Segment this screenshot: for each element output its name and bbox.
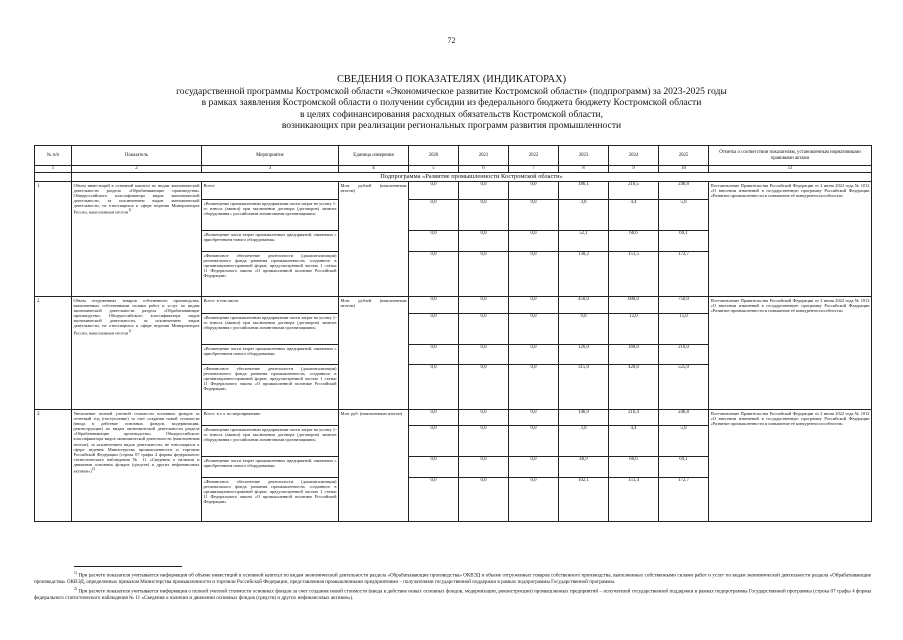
column-number: 1 bbox=[35, 166, 72, 173]
value-cell: 420,0 bbox=[609, 365, 659, 410]
value-cell: 0,0 bbox=[409, 314, 459, 345]
value-cell: 450,0 bbox=[559, 297, 609, 314]
column-number: 9 bbox=[609, 166, 659, 173]
measure-cell: «Возмещение промышленным предприятиям части затрат на уплату 1-го взноса (аванса) при заключении договора (договоров) лизинга оборудования с российскими лизинговыми организациями» bbox=[202, 426, 339, 457]
footnote bbox=[34, 570, 871, 586]
value-cell: 130,2 bbox=[559, 252, 609, 297]
header-row bbox=[35, 146, 872, 166]
title-line: в рамках заявления Костромской области о получении субсидии из федерального бюджета бюджету Костромской области bbox=[201, 97, 702, 109]
header-no: № п/п bbox=[35, 146, 72, 166]
footnote-text: При расчете показателя учитывается информация об объеме инвестиций в основной капитал по видам экономической деятельности раздела «Обрабатывающие производства» ОКВЭД и объеме отгруженных товаров собственного производства, выполненных собственными силами работ и услуг по видам экономической деятельности раздела «Обрабатывающие производства» ОКВЭД, определенных приказом Министерства промышленности и торговли Российской Федерации, представленная промышленными предприятиями – получателями государственной поддержки в рамках подпрограммы Государственной программы. bbox=[34, 572, 871, 586]
value-cell: 69,1 bbox=[659, 457, 709, 478]
value-cell: 4,4 bbox=[609, 200, 659, 231]
value-cell: 15,0 bbox=[659, 314, 709, 345]
value-cell: 126,0 bbox=[559, 345, 609, 365]
table-row bbox=[35, 297, 872, 314]
measure-total: Всего: в т.ч. по мероприятиям: bbox=[202, 410, 339, 426]
column-number: 2 bbox=[72, 166, 202, 173]
header-measure: Мероприятие bbox=[202, 146, 339, 166]
header-indicator: Показатель bbox=[72, 146, 202, 166]
value-cell: 40,9 bbox=[559, 457, 609, 478]
header-2020: 2020 bbox=[409, 146, 459, 166]
value-cell: 0,0 bbox=[509, 297, 559, 314]
column-number: 10 bbox=[659, 166, 709, 173]
value-cell: 0,0 bbox=[459, 297, 509, 314]
indicator-text: Объем отгруженных товаров собственного производства, выполненных собственными силами работ и услуг по видам экономической деятельности раздела «Обрабатывающие производства» Общероссийского классификатора видов экономической деятельности, за исключением видов деятельности, не относящихся к сфере ведения Минпромторга России, накопленным итогом bbox=[73, 298, 200, 336]
title-line: возникающих при реализации региональных программ развития промышленности bbox=[281, 120, 622, 132]
value-cell: 0,0 bbox=[459, 252, 509, 297]
header-2024: 2024 bbox=[609, 146, 659, 166]
basis-cell: Постановление Правительства Российской Федерации от 2 июня 2022 года № 1012 «О внесении изменений в государственную программу Российской Федерации «Развитие промышленности и повышение её конкурентоспособности» bbox=[709, 182, 872, 297]
value-cell: 0,0 bbox=[409, 252, 459, 297]
row-number: 3. bbox=[35, 410, 72, 522]
value-cell: 216,4 bbox=[609, 410, 659, 426]
value-cell: 0,0 bbox=[459, 457, 509, 478]
footnote-ref: 1) bbox=[128, 208, 132, 213]
value-cell: 172,7 bbox=[659, 252, 709, 297]
value-cell: 0,0 bbox=[409, 457, 459, 478]
row-number: 2. bbox=[35, 297, 72, 410]
value-cell: 0,0 bbox=[459, 365, 509, 410]
value-cell: 210,0 bbox=[659, 345, 709, 365]
footnotes bbox=[34, 570, 871, 602]
value-cell: 0,0 bbox=[409, 182, 459, 200]
value-cell: 0,0 bbox=[509, 457, 559, 478]
value-cell: 0,0 bbox=[509, 314, 559, 345]
value-cell: 60,6 bbox=[609, 231, 659, 252]
value-cell: 750,0 bbox=[659, 297, 709, 314]
value-cell: 3,8 bbox=[559, 200, 609, 231]
measure-cell: «Финансовое обеспечение деятельности (докапитализации) регионального фонда развития промышленности, созданного в организационно-правовой форме, предусмотренной частью 1 статьи 11 Федерального закона «О промышленной политике Российской Федерации» bbox=[202, 365, 339, 410]
column-number: 7 bbox=[509, 166, 559, 173]
indicator-cell bbox=[72, 410, 202, 522]
value-cell: 525,0 bbox=[659, 365, 709, 410]
header-2023: 2023 bbox=[559, 146, 609, 166]
measure-total: Всего: bbox=[202, 182, 339, 200]
basis-cell: Постановление Правительства Российской Федерации от 2 июня 2022 года № 1012 «О внесении изменений в государственную программу Российской Федерации «Развитие промышленности и повышение её конкурентоспособности» bbox=[709, 410, 872, 522]
page-number: 72 bbox=[447, 36, 456, 45]
value-cell: 246,8 bbox=[659, 410, 709, 426]
column-number: 5 bbox=[409, 166, 459, 173]
value-cell: 151,4 bbox=[609, 478, 659, 522]
footnote-ref: 1) bbox=[128, 328, 132, 333]
value-cell: 0,0 bbox=[509, 231, 559, 252]
indicator-text: Объем инвестиций в основной капитал по видам экономической деятельности раздела «Обрабатывающие производства» Общероссийского классификатора видов экономической деятельности, за исключением видов экономической деятельности, не относящихся к сфере ведения Минпромторга России, накопленным итогом bbox=[73, 183, 200, 215]
title-line: в целях софинансирования расходных обязательств Костромской области, bbox=[299, 108, 604, 120]
header-basis: Отметка о соответствии показателям, установленным нормативными правовыми актами bbox=[709, 146, 872, 166]
basis-cell: Постановление Правительства Российской Федерации от 2 июня 2022 года № 1012 «О внесении изменений в государственную программу Российской Федерации «Развитие промышленности и повышение её конкурентоспособности» bbox=[709, 297, 872, 410]
value-cell: 186,1 bbox=[559, 182, 609, 200]
value-cell: 5,0 bbox=[659, 200, 709, 231]
header-unit: Единица измерения bbox=[339, 146, 409, 166]
title-line: государственной программы Костромской области «Экономическое развитие Костромской области» (подпрограмм) за 2023-2025 годы bbox=[176, 85, 727, 97]
header-2022: 2022 bbox=[509, 146, 559, 166]
value-cell: 0,0 bbox=[459, 231, 509, 252]
column-number: 6 bbox=[459, 166, 509, 173]
footnote-text: При расчете показателя учитывается информация о полной учетной стоимости основных фондов за счет создания новой стоимости (ввода в действие новых основных фондов, модернизации, реконструкции) промышленных предприятий – получателей государственной поддержки в рамках подпрограммы Государственной программы (строка 07 графы 4 формы федерального статистического наблюдения № 11 «Сведения о наличии и движении основных фондов (средств) и других нефинансовых активов»). bbox=[34, 588, 871, 602]
value-cell: 216,5 bbox=[609, 182, 659, 200]
subprogram-title: Подпрограмма «Развитие промышленности Костромской области» bbox=[72, 173, 872, 182]
column-number-row bbox=[35, 166, 872, 173]
document-title bbox=[0, 74, 903, 132]
measure-cell: «Возмещение части затрат промышленных предприятий, связанных с приобретением нового оборудования» bbox=[202, 345, 339, 365]
value-cell: 0,0 bbox=[459, 182, 509, 200]
unit-cell: Млн. рублей (накопленным итогом) bbox=[339, 297, 409, 410]
value-cell: 52,1 bbox=[559, 231, 609, 252]
unit-cell: Млн. рублей (накопленным итогом) bbox=[339, 182, 409, 297]
value-cell: 0,0 bbox=[509, 410, 559, 426]
value-cell: 12,0 bbox=[609, 314, 659, 345]
table-row bbox=[35, 182, 872, 200]
value-cell: 0,0 bbox=[509, 365, 559, 410]
value-cell: 0,0 bbox=[459, 314, 509, 345]
value-cell: 3,0 bbox=[559, 426, 609, 457]
value-cell: 0,0 bbox=[459, 410, 509, 426]
value-cell: 172,7 bbox=[659, 478, 709, 522]
row-number: 1. bbox=[35, 182, 72, 297]
header-2021: 2021 bbox=[459, 146, 509, 166]
value-cell: 9,0 bbox=[559, 314, 609, 345]
value-cell: 315,0 bbox=[559, 365, 609, 410]
table-row bbox=[35, 410, 872, 426]
value-cell: 0,0 bbox=[459, 426, 509, 457]
footnote bbox=[34, 586, 871, 602]
measure-total: Всего: в том числе: bbox=[202, 297, 339, 314]
measure-cell: «Возмещение части затрат промышленных предприятий, связанных с приобретением нового оборудования» bbox=[202, 457, 339, 478]
column-number: 11 bbox=[709, 166, 872, 173]
indicator-cell bbox=[72, 182, 202, 297]
measure-cell: «Возмещение части затрат промышленных предприятий, связанных с приобретением нового оборудования» bbox=[202, 231, 339, 252]
footnote-divider bbox=[74, 566, 182, 567]
value-cell: 0,0 bbox=[509, 345, 559, 365]
measure-cell: «Возмещение промышленным предприятиям части затрат на уплату 1-го взноса (аванса) при заключении договора (договоров) лизинга оборудования с российскими лизинговыми организациями» bbox=[202, 200, 339, 231]
value-cell: 0,0 bbox=[409, 200, 459, 231]
value-cell: 0,0 bbox=[509, 182, 559, 200]
measure-cell: «Финансовое обеспечение деятельности (докапитализации) регионального фонда развития промышленности, созданного в организационно-правовой форме, предусмотренной частью 1 статьи 11 Федерального закона «О промышленной политике Российской Федерации» bbox=[202, 252, 339, 297]
value-cell: 0,0 bbox=[509, 252, 559, 297]
indicator-text: Увеличение полной учетной стоимости основных фондов за отчетный год (поступление) за счет создания новой стоимости (ввода в действие основных фондов, модернизации, реконструкции) по видам экономической деятельности раздела «Обрабатывающие производства» Общероссийского классификатора видов экономической деятельности (накопленным итогом), за исключением видов деятельности, не относящихся к сфере ведения Министерства промышленности и торговли Российской Федерации (строка 07 графы 4 формы федерального статистического наблюдения № 11 «Сведения о наличии и движении основных фондов (средств) и других нефинансовых активов») bbox=[73, 411, 200, 474]
footnote-mark: 2) bbox=[74, 586, 77, 591]
value-cell: 0,0 bbox=[509, 478, 559, 522]
value-cell: 69,1 bbox=[659, 231, 709, 252]
value-cell: 151,5 bbox=[609, 252, 659, 297]
value-cell: 0,0 bbox=[409, 231, 459, 252]
title-line: СВЕДЕНИЯ О ПОКАЗАТЕЛЯХ (ИНДИКАТОРАХ) bbox=[336, 74, 567, 85]
value-cell: 60,6 bbox=[609, 457, 659, 478]
unit-cell: Млн. руб. (накопленным итогом) bbox=[339, 410, 409, 522]
value-cell: 246,8 bbox=[659, 182, 709, 200]
column-number: 3 bbox=[202, 166, 339, 173]
value-cell: 5,0 bbox=[659, 426, 709, 457]
measure-cell: «Возмещение промышленным предприятиям части затрат на уплату 1-го взноса (аванса) при заключении договора (договоров) лизинга оборудования с российскими лизинговыми организациями» bbox=[202, 314, 339, 345]
column-number: 8 bbox=[559, 166, 609, 173]
value-cell: 0,0 bbox=[509, 426, 559, 457]
indicator-cell bbox=[72, 297, 202, 410]
value-cell: 0,0 bbox=[509, 200, 559, 231]
value-cell: 0,0 bbox=[409, 426, 459, 457]
value-cell: 102,1 bbox=[559, 478, 609, 522]
value-cell: 0,0 bbox=[409, 365, 459, 410]
indicators-table bbox=[34, 145, 872, 522]
value-cell: 0,0 bbox=[459, 345, 509, 365]
value-cell: 0,0 bbox=[459, 200, 509, 231]
footnote-ref: 2) bbox=[91, 467, 95, 472]
value-cell: 168,0 bbox=[609, 345, 659, 365]
header-2025: 2025 bbox=[659, 146, 709, 166]
value-cell: 0,0 bbox=[409, 410, 459, 426]
value-cell: 600,0 bbox=[609, 297, 659, 314]
column-number: 4 bbox=[339, 166, 409, 173]
value-cell: 0,0 bbox=[409, 345, 459, 365]
value-cell: 0,0 bbox=[459, 478, 509, 522]
value-cell: 146,9 bbox=[559, 410, 609, 426]
subprogram-row bbox=[35, 173, 872, 182]
measure-cell: «Финансовое обеспечение деятельности (докапитализации) регионального фонда развития промышленности, созданного в организационно-правовой форме, предусмотренной частью 1 статьи 11 Федерального закона «О промышленной политике Российской Федерации» bbox=[202, 478, 339, 522]
value-cell: 0,0 bbox=[409, 297, 459, 314]
value-cell: 4,4 bbox=[609, 426, 659, 457]
value-cell: 0,0 bbox=[409, 478, 459, 522]
footnote-mark: 1) bbox=[74, 571, 77, 575]
